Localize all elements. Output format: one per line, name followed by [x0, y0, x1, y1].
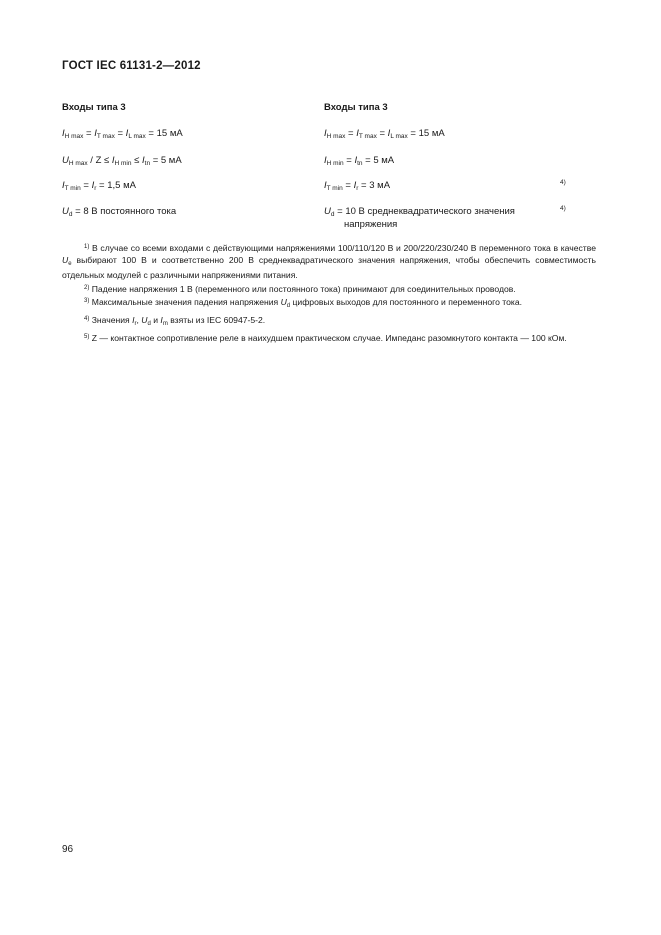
- right-formula-3-note: 4): [560, 179, 566, 186]
- right-formula-3: $I_{T min} = I_r = 3$ мА: [324, 180, 391, 192]
- left-formula-4: $U_d = 8$ В постоянного тока: [62, 206, 177, 218]
- left-formula-3: $I_{T min} = I_r = 1,5$ мА: [62, 180, 136, 192]
- left-formula-2: $U_{H max} / Z \le I_{H min} \le I_{tn} = 5$ мА: [62, 155, 182, 167]
- left-column-title: Входы типа 3: [62, 102, 126, 113]
- footnote-1: $^{1)}$ В случае со всеми входами с действующими напряжениями 100/110/120 В и 200/220/230/240 В переменного тока в качестве $U_e$ выбирают 100 В и соответственно 200 В среднеквадратического значения напряжения, чтобы обеспечить совместимость отдельных модулей с различными напряжениями питания.: [62, 243, 596, 281]
- right-formula-4: $U_d = 10$ В среднеквадратического значения: [324, 206, 515, 218]
- right-formula-2: $I_{H min} = I_{tn} = 5$ мА: [324, 155, 395, 167]
- footnote-4: $^{4)}$ Значения $I_r$, $U_d$ и $I_m$ взяты из IEC 60947-5-2.: [84, 314, 266, 327]
- right-formula-4-line2: напряжения: [344, 219, 398, 230]
- right-formula-1: $I_{H max} = I_{T max} = I_{L max} = 15$ мА: [324, 128, 445, 140]
- right-column-title: Входы типа 3: [324, 102, 388, 113]
- footnotes: [62, 242, 596, 345]
- page-number: 96: [62, 844, 74, 855]
- footnote-5: $^{5)}$ Z — контактное сопротивление реле в наихудшем практическом случае. Импеданс разомкнутого контакта — 100 кОм.: [84, 332, 567, 343]
- footnote-2: $^{2)}$ Падение напряжения 1 В (переменного или постоянного тока) принимают для соединительных проводов.: [84, 283, 516, 294]
- left-formula-1: $I_{H max} = I_{T max} = I_{L max} = 15$ мА: [62, 128, 183, 140]
- right-formula-4-note: 4): [560, 205, 566, 212]
- document-header: ГОСТ IEC 61131-2—2012: [62, 60, 201, 72]
- footnote-3: $^{3)}$ Максимальные значения падения напряжения $U_d$ цифровых выходов для постоянного и переменного тока.: [84, 297, 523, 310]
